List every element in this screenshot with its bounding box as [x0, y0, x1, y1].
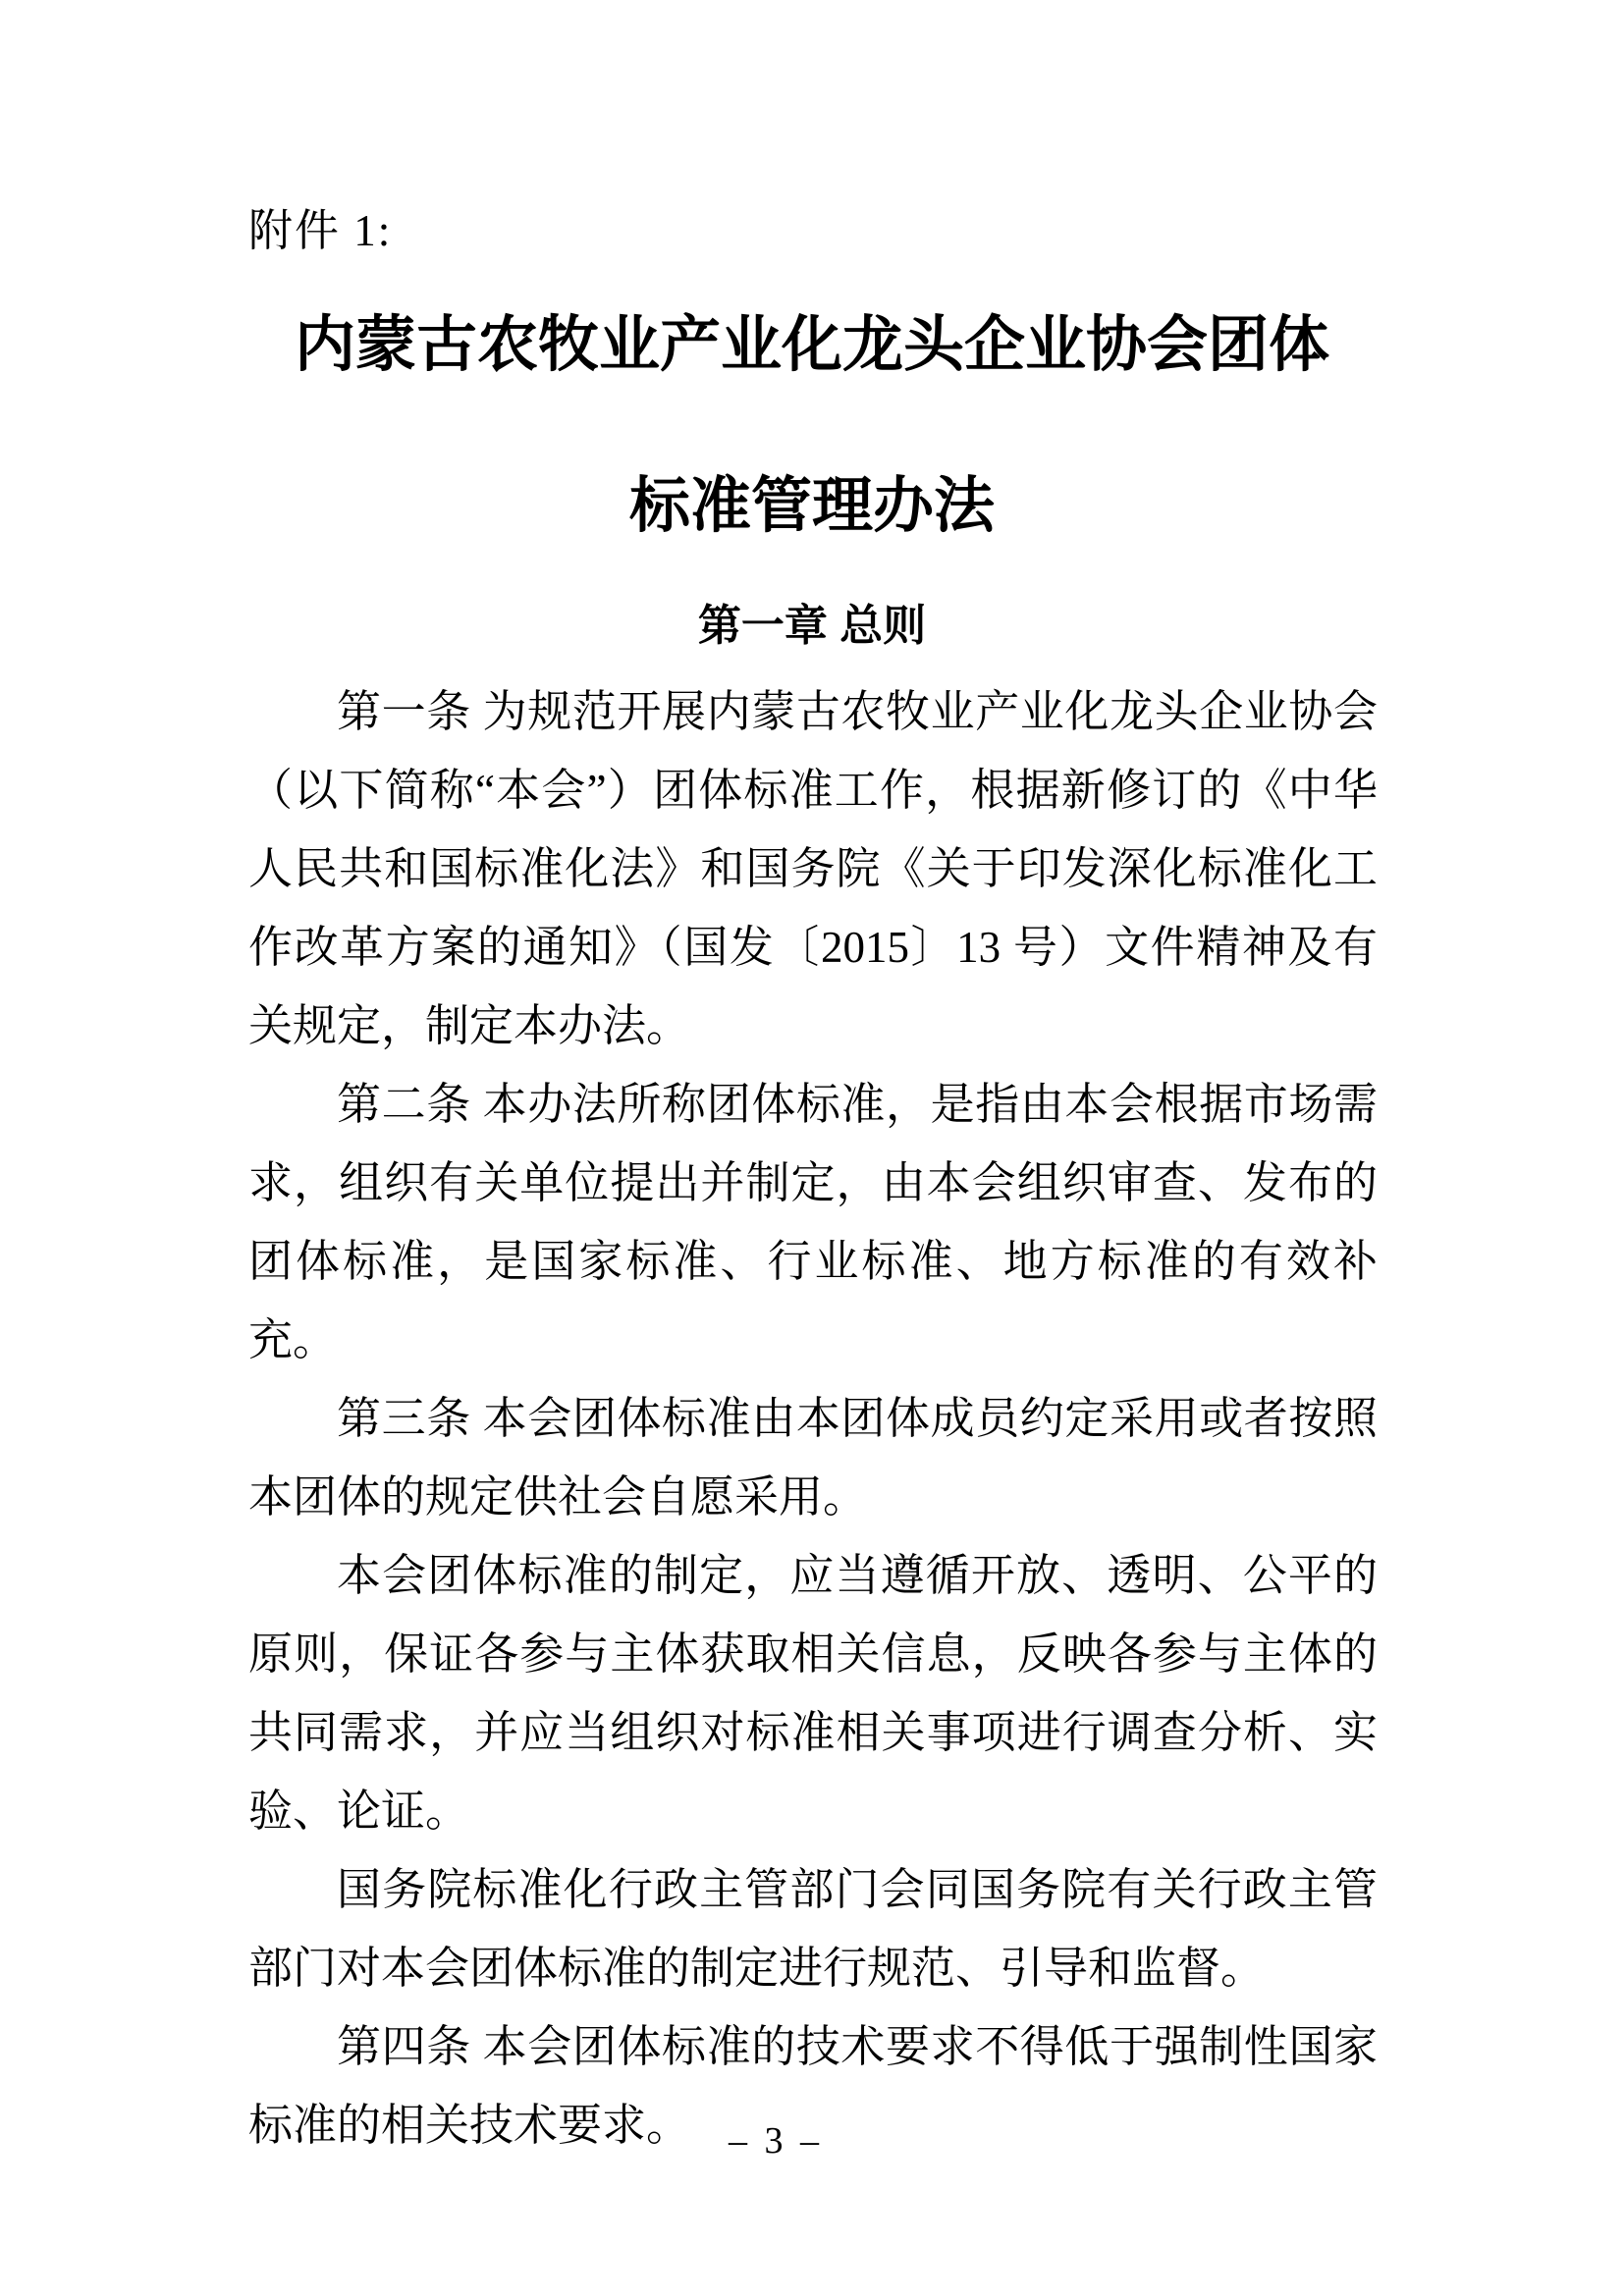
chapter-heading: 第一章 总则: [697, 602, 927, 650]
paragraph-article-1: 第一条 为规范开展内蒙古农牧业产业化龙头企业协会（以下简称“本会”）团体标准工作，根据新修订的《中华人民共和国标准化法》和国务院《关于印发深化标准化工作改革方案的通知》（国发〔2015〕13 号）文件精神及有关规定，制定本办法。: [248, 687, 1378, 1050]
attachment-label: 附件 1:: [248, 206, 393, 255]
paragraph-article-3-continued: 本会团体标准的制定，应当遵循开放、透明、公平的原则，保证各参与主体获取相关信息，反映各参与主体的共同需求，并应当组织对标准相关事项进行调查分析、实验、论证。: [248, 1551, 1378, 1836]
document-title-line-1: 内蒙古农牧业产业化龙头企业协会团体: [294, 312, 1329, 379]
paragraph-article-2: 第二条 本办法所称团体标准，是指由本会根据市场需求，组织有关单位提出并制定，由本会组织审查、发布的团体标准，是国家标准、行业标准、地方标准的有效补充。: [248, 1080, 1378, 1364]
document-title-line-2: 标准管理办法: [628, 473, 995, 540]
paragraph-article-3: 第三条 本会团体标准由本团体成员约定采用或者按照本团体的规定供社会自愿采用。: [248, 1394, 1378, 1522]
document-body: [248, 672, 1378, 2164]
page-number: – 3 –: [729, 2120, 823, 2162]
paragraph-article-3-supervision: 国务院标准化行政主管部门会同国务院有关行政主管部门对本会团体标准的制定进行规范、引导和监督。: [248, 1865, 1378, 1993]
paragraph-article-4: 第四条 本会团体标准的技术要求不得低于强制性国家标准的相关技术要求。: [248, 2022, 1378, 2150]
